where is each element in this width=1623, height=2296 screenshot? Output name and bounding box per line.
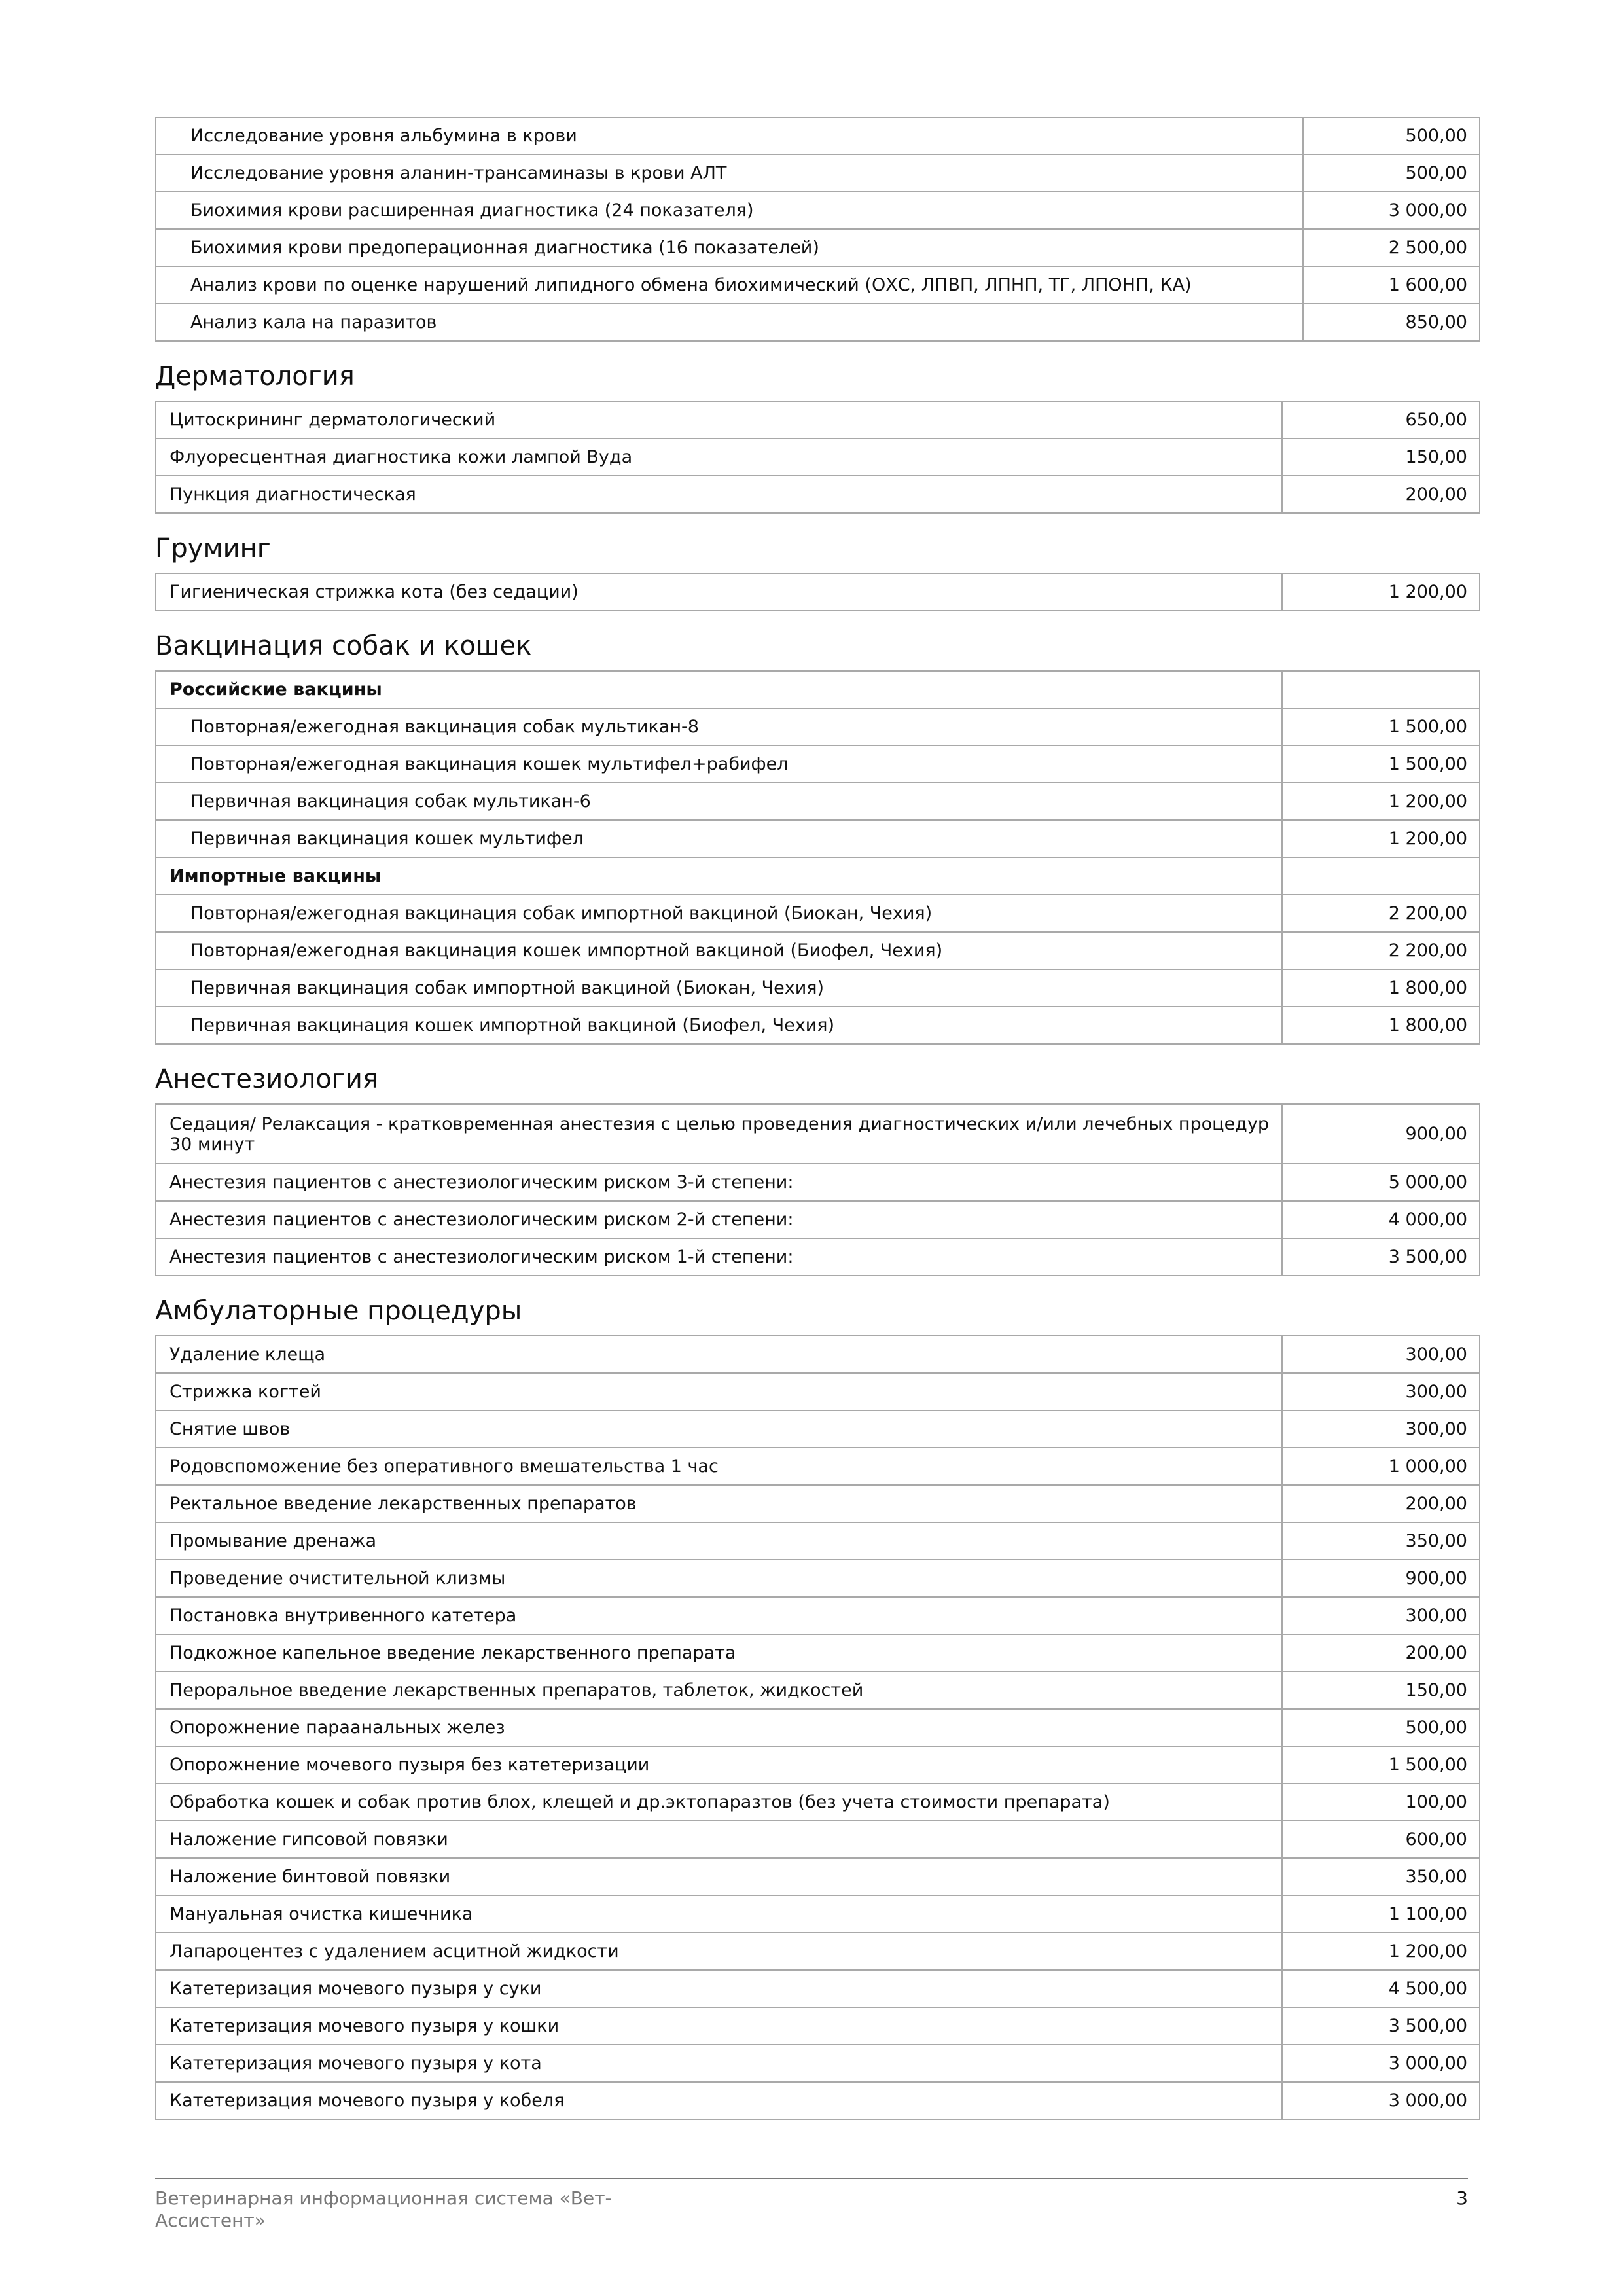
section-title-outpatient: Амбулаторные процедуры [155, 1296, 522, 1326]
service-name: Седация/ Релаксация - кратковременная анестезия с целью проведения диагностических и/или лечебных процедур 30 минут [156, 1104, 1282, 1164]
service-price: 300,00 [1282, 1410, 1480, 1448]
service-name: Катетеризация мочевого пузыря у суки [156, 1970, 1282, 2007]
table-row [156, 932, 1480, 969]
service-name: Первичная вакцинация кошек импортной вакциной (Биофел, Чехия) [156, 1007, 1282, 1044]
table-row [156, 229, 1480, 266]
service-price: 900,00 [1282, 1560, 1480, 1597]
service-price: 1 200,00 [1282, 783, 1480, 820]
service-name: Пероральное введение лекарственных препаратов, таблеток, жидкостей [156, 1672, 1282, 1709]
service-price: 150,00 [1282, 439, 1480, 476]
table-row [156, 1336, 1480, 1373]
service-name: Проведение очистительной клизмы [156, 1560, 1282, 1597]
service-price: 3 000,00 [1282, 2082, 1480, 2119]
service-price: 4 500,00 [1282, 1970, 1480, 2007]
table-row [156, 476, 1480, 513]
service-name: Снятие швов [156, 1410, 1282, 1448]
table-row [156, 708, 1480, 745]
service-price: 5 000,00 [1282, 1164, 1480, 1201]
service-price: 1 800,00 [1282, 1007, 1480, 1044]
service-name: Пункция диагностическая [156, 476, 1282, 513]
service-name: Опорожнение параанальных желез [156, 1709, 1282, 1746]
anesthesiology-table-body [156, 1104, 1480, 1276]
table-row [156, 1672, 1480, 1709]
service-name: Промывание дренажа [156, 1522, 1282, 1560]
service-price: 3 000,00 [1303, 192, 1480, 229]
lab-tests-table [155, 117, 1480, 342]
table-row [156, 969, 1480, 1007]
section-title-dermatology: Дерматология [155, 361, 355, 391]
footer-line-1: Ветеринарная информационная система «Вет- [155, 2187, 612, 2209]
service-name: Анестезия пациентов с анестезиологическим риском 1-й степени: [156, 1238, 1282, 1276]
service-price: 1 000,00 [1282, 1448, 1480, 1485]
table-row [156, 1821, 1480, 1858]
section-title-grooming: Груминг [155, 533, 271, 564]
service-price: 1 200,00 [1282, 1933, 1480, 1970]
vaccination-table-body [156, 671, 1480, 1044]
table-row [156, 1784, 1480, 1821]
grooming-table [155, 573, 1480, 611]
service-price: 850,00 [1303, 304, 1480, 341]
table-row [156, 266, 1480, 304]
service-price: 1 200,00 [1282, 573, 1480, 611]
service-name: Исследование уровня аланин-трансаминазы в крови АЛТ [156, 154, 1303, 192]
table-row [156, 1933, 1480, 1970]
footer-system-name [155, 2187, 613, 2232]
table-row [156, 2082, 1480, 2119]
table-group-row-import [156, 857, 1480, 895]
service-name: Удаление клеща [156, 1336, 1282, 1373]
price-list-page [155, 117, 1480, 2120]
table-row [156, 304, 1480, 341]
table-row [156, 1485, 1480, 1522]
table-row [156, 1895, 1480, 1933]
grooming-table-body [156, 573, 1480, 611]
service-price: 1 500,00 [1282, 1746, 1480, 1784]
table-row [156, 1164, 1480, 1201]
table-row [156, 1709, 1480, 1746]
service-price: 650,00 [1282, 401, 1480, 439]
section-title-vaccination: Вакцинация собак и кошек [155, 631, 532, 661]
service-price: 200,00 [1282, 1485, 1480, 1522]
table-row [156, 1746, 1480, 1784]
service-name: Родовспоможение без оперативного вмешательства 1 час [156, 1448, 1282, 1485]
table-row [156, 1373, 1480, 1410]
service-name: Наложение бинтовой повязки [156, 1858, 1282, 1895]
service-name: Первичная вакцинация собак мультикан-6 [156, 783, 1282, 820]
service-name: Катетеризация мочевого пузыря у кошки [156, 2007, 1282, 2045]
table-row [156, 1410, 1480, 1448]
service-price: 300,00 [1282, 1336, 1480, 1373]
dermatology-table-body [156, 401, 1480, 513]
group-price-empty [1282, 857, 1480, 895]
service-price: 200,00 [1282, 476, 1480, 513]
service-name: Обработка кошек и собак против блох, клещей и др.эктопаразтов (без учета стоимости препарата) [156, 1784, 1282, 1821]
service-price: 300,00 [1282, 1373, 1480, 1410]
service-name: Стрижка когтей [156, 1373, 1282, 1410]
service-name: Анестезия пациентов с анестезиологическим риском 2-й степени: [156, 1201, 1282, 1238]
service-price: 1 800,00 [1282, 969, 1480, 1007]
service-price: 2 200,00 [1282, 895, 1480, 932]
table-row [156, 1238, 1480, 1276]
service-price: 3 500,00 [1282, 2007, 1480, 2045]
page-footer [155, 2178, 1468, 2232]
table-row [156, 783, 1480, 820]
table-row [156, 2007, 1480, 2045]
service-name: Первичная вакцинация собак импортной вакциной (Биокан, Чехия) [156, 969, 1282, 1007]
group-label-russian: Российские вакцины [156, 671, 1282, 708]
service-price: 2 200,00 [1282, 932, 1480, 969]
service-name: Анестезия пациентов с анестезиологическим риском 3-й степени: [156, 1164, 1282, 1201]
section-title-anesthesiology: Анестезиология [155, 1064, 378, 1094]
table-row [156, 1007, 1480, 1044]
service-name: Повторная/ежегодная вакцинация собак мультикан-8 [156, 708, 1282, 745]
outpatient-table-body [156, 1336, 1480, 2119]
group-price-empty [1282, 671, 1480, 708]
service-price: 100,00 [1282, 1784, 1480, 1821]
service-name: Флуоресцентная диагностика кожи лампой Вуда [156, 439, 1282, 476]
service-price: 500,00 [1282, 1709, 1480, 1746]
service-name: Опорожнение мочевого пузыря без катетеризации [156, 1746, 1282, 1784]
service-name: Повторная/ежегодная вакцинация собак импортной вакциной (Биокан, Чехия) [156, 895, 1282, 932]
service-price: 1 200,00 [1282, 820, 1480, 857]
table-row [156, 1634, 1480, 1672]
service-price: 1 100,00 [1282, 1895, 1480, 1933]
service-price: 900,00 [1282, 1104, 1480, 1164]
table-row [156, 154, 1480, 192]
service-price: 200,00 [1282, 1634, 1480, 1672]
service-price: 500,00 [1303, 117, 1480, 154]
table-row [156, 1560, 1480, 1597]
service-price: 1 600,00 [1303, 266, 1480, 304]
page-number: 3 [1456, 2187, 1468, 2209]
service-price: 350,00 [1282, 1858, 1480, 1895]
table-row [156, 745, 1480, 783]
service-price: 1 500,00 [1282, 745, 1480, 783]
service-name: Биохимия крови предоперационная диагностика (16 показателей) [156, 229, 1303, 266]
service-name: Ректальное введение лекарственных препаратов [156, 1485, 1282, 1522]
table-row [156, 1522, 1480, 1560]
service-name: Цитоскрининг дерматологический [156, 401, 1282, 439]
service-price: 4 000,00 [1282, 1201, 1480, 1238]
table-row [156, 1858, 1480, 1895]
table-row [156, 1201, 1480, 1238]
table-row [156, 2045, 1480, 2082]
service-price: 3 500,00 [1282, 1238, 1480, 1276]
service-price: 350,00 [1282, 1522, 1480, 1560]
service-name: Повторная/ежегодная вакцинация кошек мультифел+рабифел [156, 745, 1282, 783]
service-name: Повторная/ежегодная вакцинация кошек импортной вакциной (Биофел, Чехия) [156, 932, 1282, 969]
service-name: Гигиеническая стрижка кота (без седации) [156, 573, 1282, 611]
service-name: Подкожное капельное введение лекарственного препарата [156, 1634, 1282, 1672]
service-price: 2 500,00 [1303, 229, 1480, 266]
table-row [156, 1597, 1480, 1634]
service-name: Постановка внутривенного катетера [156, 1597, 1282, 1634]
service-price: 600,00 [1282, 1821, 1480, 1858]
anesthesiology-table [155, 1103, 1480, 1276]
footer-line-2: Ассистент» [155, 2210, 266, 2231]
table-row [156, 401, 1480, 439]
service-price: 3 000,00 [1282, 2045, 1480, 2082]
service-name: Исследование уровня альбумина в крови [156, 117, 1303, 154]
service-price: 500,00 [1303, 154, 1480, 192]
vaccination-table [155, 670, 1480, 1045]
service-name: Анализ кала на паразитов [156, 304, 1303, 341]
service-name: Первичная вакцинация кошек мультифел [156, 820, 1282, 857]
service-price: 300,00 [1282, 1597, 1480, 1634]
table-row [156, 820, 1480, 857]
table-row [156, 1104, 1480, 1164]
service-name: Наложение гипсовой повязки [156, 1821, 1282, 1858]
table-row [156, 117, 1480, 154]
outpatient-table [155, 1335, 1480, 2120]
service-price: 1 500,00 [1282, 708, 1480, 745]
service-name: Катетеризация мочевого пузыря у кота [156, 2045, 1282, 2082]
service-name: Катетеризация мочевого пузыря у кобеля [156, 2082, 1282, 2119]
table-row [156, 439, 1480, 476]
service-name: Мануальная очистка кишечника [156, 1895, 1282, 1933]
dermatology-table [155, 401, 1480, 514]
table-row [156, 1970, 1480, 2007]
table-row [156, 573, 1480, 611]
group-label-import: Импортные вакцины [156, 857, 1282, 895]
service-name: Анализ крови по оценке нарушений липидного обмена биохимический (ОХС, ЛПВП, ЛПНП, ТГ, ЛПОНП, КА) [156, 266, 1303, 304]
table-row [156, 1448, 1480, 1485]
service-name: Лапароцентез с удалением асцитной жидкости [156, 1933, 1282, 1970]
service-price: 150,00 [1282, 1672, 1480, 1709]
table-row [156, 192, 1480, 229]
service-name: Биохимия крови расширенная диагностика (24 показателя) [156, 192, 1303, 229]
lab-tests-table-body [156, 117, 1480, 341]
table-group-row-russian [156, 671, 1480, 708]
table-row [156, 895, 1480, 932]
